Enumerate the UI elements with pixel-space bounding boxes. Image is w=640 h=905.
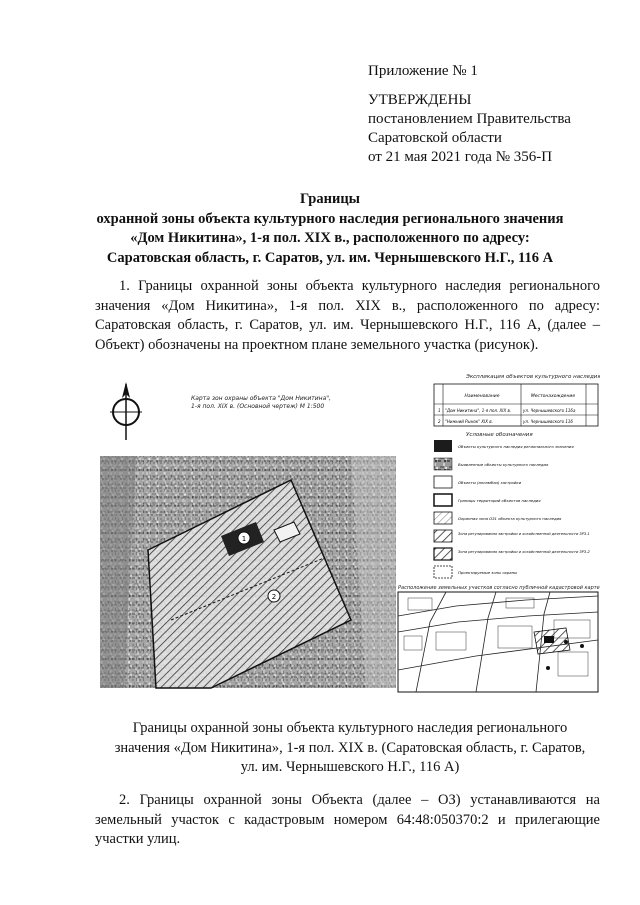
approval-line-1: постановлением Правительства [368,111,571,127]
table-row-2-name: "Нижний Рынок" XIX в. [445,419,493,424]
legend-item [434,530,590,542]
svg-text:Границы территорий объектов на: Границы территорий объектов наследия [458,498,541,503]
svg-text:Зона регулирования застройки и: Зона регулирования застройки и хозяйственной деятельности ЗРЗ-2 [458,550,590,554]
title-line-1: Границы [299,191,360,207]
inset-title: Расположение земельных участков согласно публичной кадастровой карте [398,585,600,591]
approval-line-3: от 21 мая 2021 года № 356-П [368,149,553,165]
approval-block [368,62,618,167]
map-title-line-1: Карта зон охраны объекта "Дом Никитина", [191,395,331,402]
legend-title: Условные обозначения [466,432,533,438]
table-row-1-name: "Дом Никитина", 1-я пол. XIX в. [445,408,512,413]
map-figure-svg [96,370,600,695]
table-row-2-address: ул. Чернышевского 116 [523,419,573,424]
legend-item [434,566,517,578]
explication-table [434,384,598,426]
figure-caption [90,719,610,778]
table-row-1-address: ул. Чернышевского 116а [523,408,576,413]
map-title-line-2: 1-я пол. XIX в. (Основной чертеж) М 1:500 [191,403,325,410]
legend-item [434,458,549,470]
svg-text:Выявленные объекты культурного: Выявленные объекты культурного наследия [458,462,549,467]
legend [434,440,591,578]
caption-line-2: значения «Дом Никитина», 1-я пол. XIX в. (Саратовская область, г. Саратов, [114,739,586,756]
north-arrow-icon [110,382,142,440]
caption-line-1: Границы охранной зоны объекта культурного наследия регионального [132,720,568,736]
legend-item [434,512,562,524]
paragraph-2: 2. Границы охранной зоны Объекта (далее – ОЗ) устанавливаются на земельный участок с кадастровым номером 64:48:050370:2 и прилегающие участки улиц. [95,792,600,847]
caption-line-3: ул. им. Чернышевского Н.Г., 116 А) [240,759,460,775]
marker-1 [238,532,250,544]
table-header-address: Местонахождение [530,394,576,399]
paragraph-1: 1. Границы охранной зоны объекта культурного наследия регионального значения «Дом Никитина», 1-я пол. XIX в., расположенного по адресу: Саратовская область, г. Саратов, ул. им. Чернышевского Н.Г., 116 А, (далее – Объект) обозначены на проектном плане земельного участка (рисунок). [95,278,600,353]
appendix-label: Приложение № 1 [368,63,478,79]
svg-text:1: 1 [241,535,247,543]
approval-line-2: Саратовской области [368,130,502,146]
svg-text:Охранная зона ОЗ1 объекта куль: Охранная зона ОЗ1 объекта культурного наследия [458,516,562,521]
map-figure [96,370,600,695]
svg-text:Объекты культурного наследия р: Объекты культурного наследия регионального значения [458,444,574,449]
svg-text:2: 2 [271,593,277,601]
table-row-2-num: 2 [438,419,441,424]
explication-title: Экспликация объектов культурного наследия [466,374,600,380]
cadastral-inset-map [398,592,598,692]
table-header-name: Наименование [464,394,500,399]
legend-item [434,440,574,452]
marker-2 [268,590,280,602]
svg-text:Проектируемые зоны охраны: Проектируемые зоны охраны [458,570,518,575]
svg-text:Объекты (ансамбли) застройки: Объекты (ансамбли) застройки [458,480,522,485]
legend-item [434,548,591,560]
svg-text:Зона регулирования застройки и: Зона регулирования застройки и хозяйственной деятельности ЗРЗ-1 [458,532,590,536]
document-title [70,190,590,268]
legend-item [434,494,541,506]
approved-label: УТВЕРЖДЕНЫ [368,92,472,108]
aerial-map [100,456,396,688]
title-line-3: «Дом Никитина», 1-я пол. XIX в., расположенного по адресу: [130,230,530,246]
title-line-4: Саратовская область, г. Саратов, ул. им. Чернышевского Н.Г., 116 А [106,249,554,266]
title-line-2: охранной зоны объекта культурного наследия регионального значения [96,210,564,227]
legend-item [434,476,522,488]
table-row-1-num: 1 [438,408,441,413]
